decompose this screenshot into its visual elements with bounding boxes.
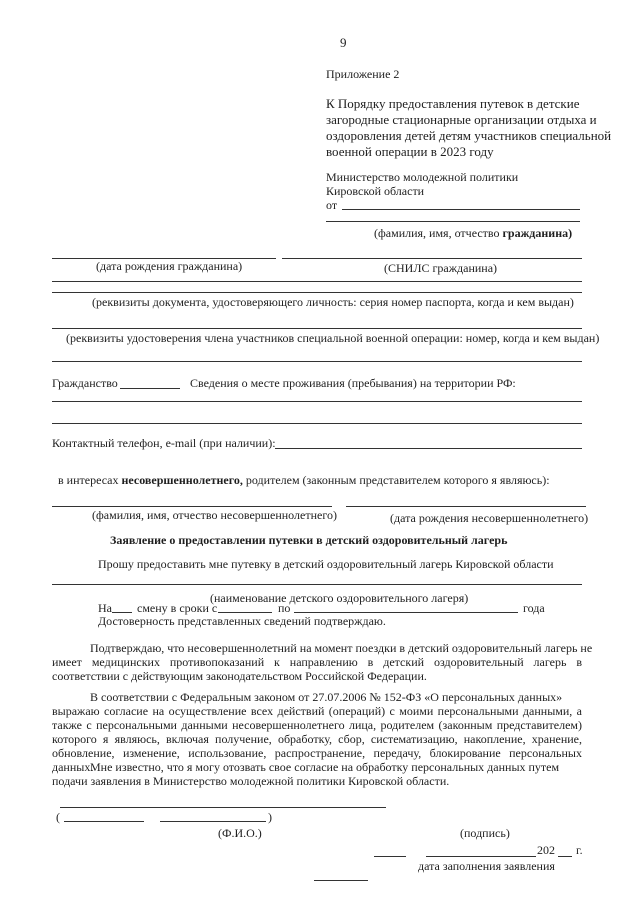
svo-certificate-field-2[interactable] bbox=[52, 361, 582, 362]
shift-number-field[interactable] bbox=[112, 612, 132, 613]
signature-caption: (подпись) bbox=[460, 826, 510, 840]
svo-certificate-field[interactable] bbox=[52, 328, 582, 329]
paragraph-withdraw-cont: подачи заявления в Министерство молодежной политики Кировской области. bbox=[52, 774, 450, 788]
fio-field[interactable] bbox=[64, 821, 144, 822]
fio-field-2[interactable] bbox=[160, 821, 266, 822]
recipient-line: Министерство молодежной политики bbox=[326, 170, 519, 184]
minor-name-caption: (фамилия, имя, отчество несовершеннолетнего) bbox=[92, 508, 337, 522]
phone-field[interactable] bbox=[275, 448, 582, 449]
residence-field[interactable] bbox=[52, 401, 582, 402]
minor-birth-field[interactable] bbox=[346, 506, 586, 507]
date-day-field[interactable] bbox=[374, 856, 406, 857]
signature-top-line[interactable] bbox=[60, 807, 386, 808]
snils-caption: (СНИЛС гражданина) bbox=[384, 261, 498, 275]
shift-period-label: смену в сроки с bbox=[137, 601, 218, 615]
citizenship-label: Гражданство bbox=[52, 376, 118, 390]
date-month-field[interactable] bbox=[426, 856, 536, 857]
camp-name-caption: (наименование детского оздоровительного лагеря) bbox=[210, 591, 469, 605]
date-year-suffix: г. bbox=[576, 843, 583, 857]
recipient-line: Кировской области bbox=[326, 184, 425, 198]
fio-caption: (Ф.И.О.) bbox=[218, 826, 262, 840]
from-label: от bbox=[326, 198, 338, 212]
citizenship-field[interactable] bbox=[120, 388, 180, 389]
date-caption: дата заполнения заявления bbox=[418, 859, 555, 873]
appendix-label: Приложение 2 bbox=[326, 67, 400, 81]
application-title: Заявление о предоставлении путевки в детский оздоровительный лагерь bbox=[110, 533, 508, 547]
birth-date-caption: (дата рождения гражданина) bbox=[96, 259, 243, 273]
shift-start-field[interactable] bbox=[218, 612, 272, 613]
residence-field-2[interactable] bbox=[52, 423, 582, 424]
date-year: 202 bbox=[537, 843, 555, 857]
paragraph-medical: Подтверждаю, что несовершеннолетний на момент поездки в детский оздоровительный лагерь не bbox=[90, 641, 593, 655]
minor-name-field[interactable] bbox=[52, 506, 332, 507]
appendix-ref-line: оздоровления детей детям участников специальной bbox=[326, 128, 612, 143]
application-request: Прошу предоставить мне путевку в детский оздоровительный лагерь Кировской области bbox=[98, 557, 554, 571]
appendix-ref-line: К Порядку предоставления путевок в детские bbox=[326, 96, 580, 111]
paren-open: ( bbox=[56, 810, 60, 824]
id-document-field-2[interactable] bbox=[52, 292, 582, 293]
footer-line bbox=[314, 880, 368, 881]
id-document-field[interactable] bbox=[52, 281, 582, 282]
appendix-ref-line: загородные стационарные организации отдыха и bbox=[326, 112, 597, 127]
shift-to-label: по bbox=[278, 601, 291, 615]
appendix-ref-line: военной операции в 2023 году bbox=[326, 144, 494, 159]
shift-label: На bbox=[98, 601, 112, 615]
applicant-name-caption: (фамилия, имя, отчество гражданина) bbox=[374, 226, 573, 240]
shift-year-label: года bbox=[523, 601, 545, 615]
from-name-line-2[interactable] bbox=[326, 221, 580, 222]
shift-end-field[interactable] bbox=[294, 612, 518, 613]
minor-interest-text: в интересах несовершеннолетнего, родителем (законным представителем которого я являюсь): bbox=[58, 473, 550, 487]
snils-field[interactable] bbox=[282, 258, 582, 259]
paragraph-withdraw: Мне известно, что я могу отозвать свое согласие на обработку персональных данных путем bbox=[90, 760, 560, 774]
page-number: 9 bbox=[340, 35, 347, 50]
paren-close: ) bbox=[268, 810, 272, 824]
residence-label: Сведения о месте проживания (пребывания) на территории РФ: bbox=[190, 376, 516, 390]
id-document-caption: (реквизиты документа, удостоверяющего личность: серия номер паспорта, когда и кем выдан) bbox=[92, 295, 574, 309]
from-name-line[interactable] bbox=[342, 209, 580, 210]
confirm-data-text: Достоверность представленных сведений подтверждаю. bbox=[98, 614, 386, 628]
minor-birth-caption: (дата рождения несовершеннолетнего) bbox=[390, 511, 589, 525]
phone-label: Контактный телефон, e-mail (при наличии): bbox=[52, 436, 276, 450]
paragraph-consent: В соответствии с Федеральным законом от 27.07.2006 № 152-ФЗ «О персональных данных» bbox=[90, 690, 563, 704]
date-year-field[interactable] bbox=[558, 856, 572, 857]
paragraph-medical-cont: имеет медицинских противопоказаний к направлению в детский оздоровительный лагерь в соответствии с действующим законодательством Российской Федерации. bbox=[52, 655, 582, 683]
paragraph-consent-cont: выражаю согласие на осуществление всех действий (операций) с моими персональными данными, а также с персональными данными несовершеннолетнего лица, родителем (законным представителем) которого я являюсь, включая получение, обработку, сбор, систематизацию, накопление, хранение, обновление, изменение, использование, распространение, передачу, блокирование персональных данных. bbox=[52, 704, 582, 774]
camp-name-field[interactable] bbox=[52, 584, 582, 585]
svo-certificate-caption: (реквизиты удостоверения члена участников специальной военной операции: номер, когда и кем выдан) bbox=[66, 331, 600, 345]
